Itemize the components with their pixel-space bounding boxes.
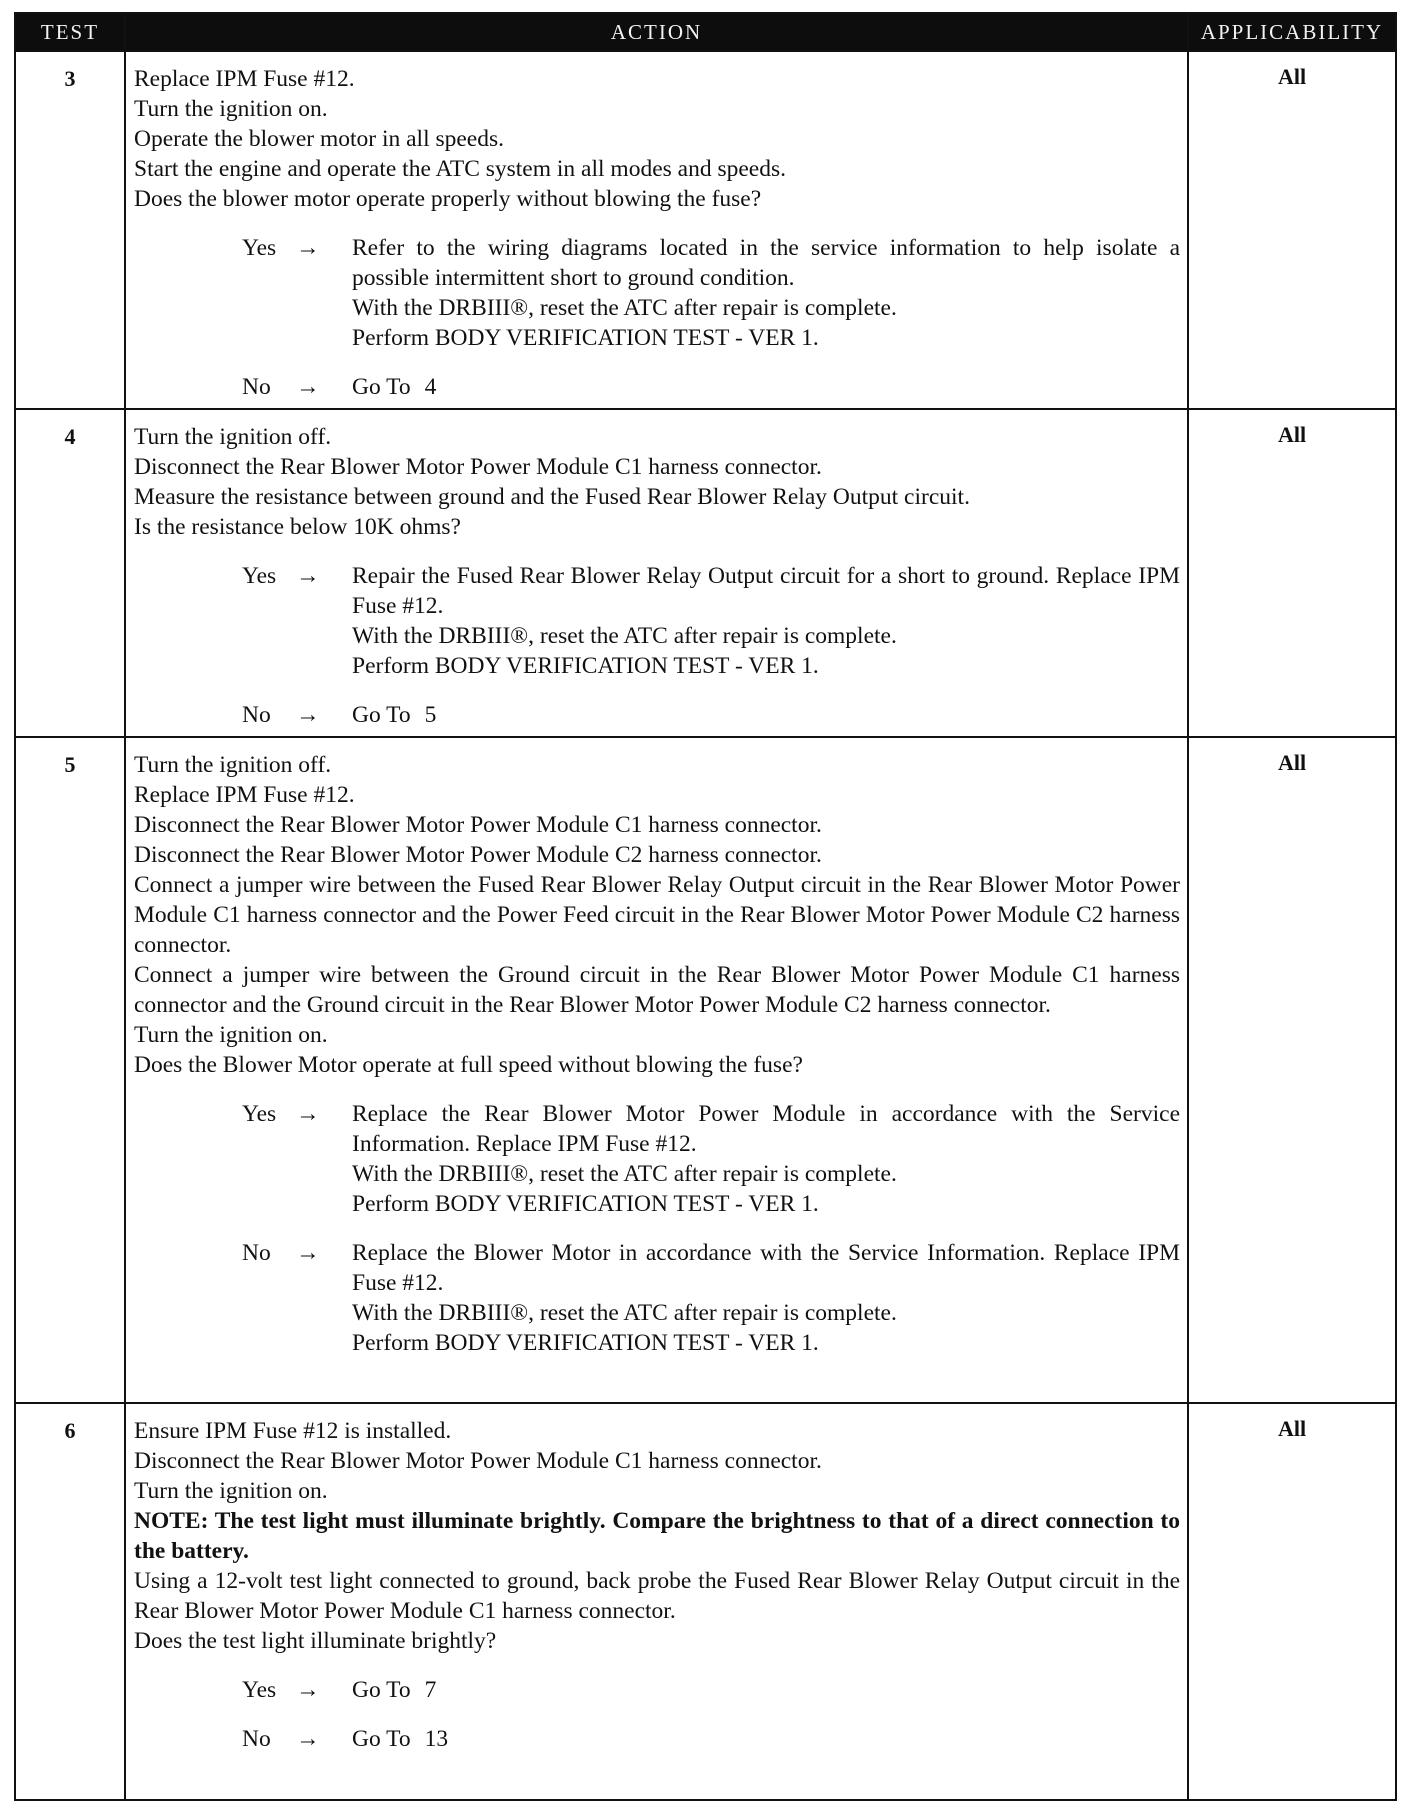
- yes-result: [352, 1099, 1180, 1219]
- step-text: Turn the ignition off.: [134, 424, 332, 450]
- goto-number: 13: [424, 1726, 449, 1752]
- no-outcome: [242, 1238, 1180, 1358]
- no-label: No: [242, 702, 271, 728]
- applicability-value: All: [1188, 409, 1396, 737]
- result-line: Repair the Fused Rear Blower Relay Output circuit for a short to ground. Replace IPM Fuse #12.: [352, 563, 1180, 619]
- applicability-value: All: [1188, 737, 1396, 1403]
- right-arrow-icon: →: [296, 235, 320, 261]
- yes-result: [352, 233, 1180, 353]
- step-text: Measure the resistance between ground and the Fused Rear Blower Relay Output circuit.: [134, 484, 970, 510]
- result-line: Perform BODY VERIFICATION TEST - VER 1.: [352, 325, 819, 351]
- step-text: Replace IPM Fuse #12.: [134, 66, 355, 92]
- step-text: Replace IPM Fuse #12.: [134, 782, 355, 808]
- step-text: Does the Blower Motor operate at full speed without blowing the fuse?: [134, 1052, 803, 1078]
- result-line: Perform BODY VERIFICATION TEST - VER 1.: [352, 1191, 819, 1217]
- yes-label: Yes: [242, 235, 277, 261]
- no-outcome: [242, 372, 1180, 402]
- step-text: Disconnect the Rear Blower Motor Power Module C1 harness connector.: [134, 812, 822, 838]
- result-line: With the DRBIII®, reset the ATC after repair is complete.: [352, 623, 897, 649]
- test-number: 3: [15, 51, 125, 409]
- header-test: TEST: [15, 13, 125, 51]
- step-text: Start the engine and operate the ATC system in all modes and speeds.: [134, 156, 786, 182]
- result-line: With the DRBIII®, reset the ATC after repair is complete.: [352, 1300, 897, 1326]
- action-cell: [125, 737, 1188, 1403]
- goto-text: Go To: [352, 1677, 411, 1703]
- goto-text: Go To: [352, 374, 411, 400]
- no-outcome: [242, 700, 1180, 730]
- test-number: 5: [15, 737, 125, 1403]
- no-outcome: [242, 1724, 1180, 1754]
- yes-outcome: [242, 561, 1180, 681]
- header-action: ACTION: [125, 13, 1188, 51]
- step-text: Turn the ignition off.: [134, 752, 332, 778]
- goto-text: Go To: [352, 1726, 411, 1752]
- yes-label: Yes: [242, 1101, 277, 1127]
- step-text: Using a 12-volt test light connected to ground, back probe the Fused Rear Blower Relay Output circuit in the Rear Blower Motor Power Module C1 harness connector.: [134, 1568, 1180, 1624]
- no-label: No: [242, 1240, 271, 1266]
- step-text: Turn the ignition on.: [134, 96, 328, 122]
- table-row: [15, 409, 1396, 737]
- step-text: Disconnect the Rear Blower Motor Power Module C2 harness connector.: [134, 842, 822, 868]
- table-row: [15, 1403, 1396, 1800]
- yes-outcome: [242, 1099, 1180, 1219]
- yes-result: [352, 1675, 1180, 1705]
- diagnostic-table: [14, 12, 1397, 1801]
- no-label: No: [242, 1726, 271, 1752]
- yes-label: Yes: [242, 1677, 277, 1703]
- test-number: 6: [15, 1403, 125, 1800]
- right-arrow-icon: →: [296, 374, 320, 400]
- result-line: Perform BODY VERIFICATION TEST - VER 1.: [352, 653, 819, 679]
- right-arrow-icon: →: [296, 702, 320, 728]
- table-header-row: [15, 13, 1396, 51]
- header-applicability: APPLICABILITY: [1188, 13, 1396, 51]
- step-text: Operate the blower motor in all speeds.: [134, 126, 505, 152]
- no-result: [352, 700, 1180, 730]
- result-line: Replace the Blower Motor in accordance with the Service Information. Replace IPM Fuse #12.: [352, 1240, 1180, 1296]
- result-line: Perform BODY VERIFICATION TEST - VER 1.: [352, 1330, 819, 1356]
- result-line: Refer to the wiring diagrams located in the service information to help isolate a possible intermittent short to ground condition.: [352, 235, 1180, 291]
- goto-number: 4: [424, 374, 437, 400]
- step-text: Does the test light illuminate brightly?: [134, 1628, 497, 1654]
- goto-number: 5: [424, 702, 437, 728]
- right-arrow-icon: →: [296, 563, 320, 589]
- no-result: [352, 372, 1180, 402]
- note-text: NOTE: The test light must illuminate brightly. Compare the brightness to that of a direct connection to the battery.: [134, 1508, 1180, 1564]
- right-arrow-icon: →: [296, 1240, 320, 1266]
- step-text: Does the blower motor operate properly without blowing the fuse?: [134, 186, 762, 212]
- step-text: Disconnect the Rear Blower Motor Power Module C1 harness connector.: [134, 454, 822, 480]
- step-text: Turn the ignition on.: [134, 1478, 328, 1504]
- right-arrow-icon: →: [296, 1726, 320, 1752]
- step-text: Ensure IPM Fuse #12 is installed.: [134, 1418, 452, 1444]
- action-cell: [125, 1403, 1188, 1800]
- yes-label: Yes: [242, 563, 277, 589]
- action-cell: [125, 51, 1188, 409]
- right-arrow-icon: →: [296, 1101, 320, 1127]
- test-number: 4: [15, 409, 125, 737]
- step-text: Disconnect the Rear Blower Motor Power Module C1 harness connector.: [134, 1448, 822, 1474]
- result-line: With the DRBIII®, reset the ATC after repair is complete.: [352, 1161, 897, 1187]
- no-result: [352, 1724, 1180, 1754]
- step-text: Connect a jumper wire between the Ground circuit in the Rear Blower Motor Power Module C1 harness connector and the Ground circuit in the Rear Blower Motor Power Module C2 harness connector.: [134, 962, 1180, 1018]
- action-cell: [125, 409, 1188, 737]
- applicability-value: All: [1188, 51, 1396, 409]
- table-row: [15, 51, 1396, 409]
- step-text: Connect a jumper wire between the Fused Rear Blower Relay Output circuit in the Rear Blower Motor Power Module C1 harness connector and the Power Feed circuit in the Rear Blower Motor Power Module C2 harness connector.: [134, 872, 1180, 958]
- result-line: With the DRBIII®, reset the ATC after repair is complete.: [352, 295, 897, 321]
- right-arrow-icon: →: [296, 1677, 320, 1703]
- step-text: Is the resistance below 10K ohms?: [134, 514, 461, 540]
- no-label: No: [242, 374, 271, 400]
- no-result: [352, 1238, 1180, 1358]
- yes-outcome: [242, 1675, 1180, 1705]
- yes-result: [352, 561, 1180, 681]
- step-text: Turn the ignition on.: [134, 1022, 328, 1048]
- table-row: [15, 737, 1396, 1403]
- goto-number: 7: [424, 1677, 437, 1703]
- yes-outcome: [242, 233, 1180, 353]
- result-line: Replace the Rear Blower Motor Power Module in accordance with the Service Information. Replace IPM Fuse #12.: [352, 1101, 1180, 1157]
- goto-text: Go To: [352, 702, 411, 728]
- applicability-value: All: [1188, 1403, 1396, 1800]
